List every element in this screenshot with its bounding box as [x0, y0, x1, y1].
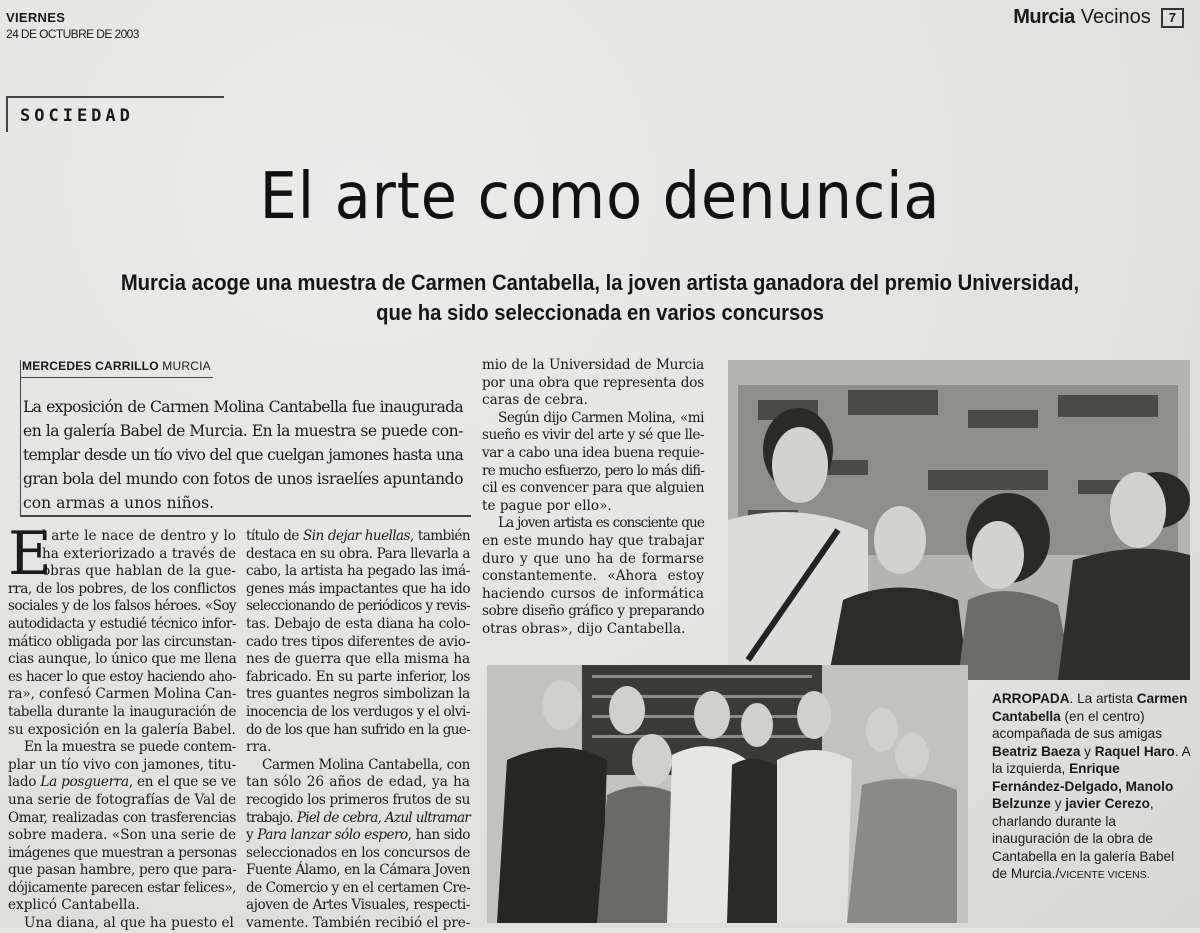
text-line: cil es convencer para que alguien — [482, 480, 705, 497]
text-line: recogido los primeros frutos de su — [246, 791, 470, 808]
text-line: que pasan hambre, pero que para- — [8, 862, 237, 879]
text-line: destaca en su obra. Para llevarla a — [246, 545, 471, 562]
text-line: Carmen Molina Cantabella, con — [262, 756, 470, 773]
text-line: cias aunque, lo único que me llena — [8, 651, 237, 668]
text-line: Omar, realizadas con trasferencias — [8, 809, 236, 826]
byline-location: MURCIA — [162, 359, 211, 373]
text-line: l arte le nace de dentro y lo — [42, 528, 236, 544]
article-column-2 — [246, 528, 470, 933]
text-segment: y — [246, 827, 258, 844]
text-line: Fuente Álamo, en la Cámara Joven — [246, 862, 470, 879]
text-line: duro y que uno ha de formarse — [482, 550, 704, 567]
caption-name: Enrique Fernández-Delgado, Manolo Belzunze — [992, 761, 1174, 811]
text-line: ra», confesó Carmen Molina Can- — [8, 686, 237, 703]
caption-text: (en el centro) acompañada de sus amigas — [992, 708, 1163, 741]
text-line: genes más impactantes que ha ido — [246, 580, 470, 597]
text-line — [246, 810, 470, 828]
paragraph — [8, 519, 237, 739]
subheadline-line-1: Murcia acoge una muestra de Carmen Cantabella, la joven artista ganadora del premio Universidad, — [120, 270, 1080, 295]
text-line: plar un tío vivo con jamones, titu- — [8, 756, 237, 773]
caption-text: y — [1080, 743, 1095, 759]
lede-line: con armas a unos niños. — [23, 494, 215, 512]
text-line: sobre diseño gráfico y preparando — [482, 603, 704, 620]
paper-name: Murcia — [1013, 6, 1075, 28]
paragraph — [482, 357, 704, 410]
byline — [22, 359, 211, 373]
text-line: tres guantes negros simbolizan la — [246, 686, 470, 703]
text-line: dójicamente parecen estar felices», — [8, 879, 236, 896]
lede-paragraph — [23, 395, 463, 515]
section-name: Vecinos — [1080, 6, 1151, 28]
text-line: constantemente. «Ahora estoy — [482, 568, 704, 585]
text-line: explicó Cantabella. — [8, 897, 140, 914]
photo-group-at-gallery-image — [487, 665, 968, 923]
text-line: seleccionados en los concursos de — [246, 844, 470, 861]
paragraph — [482, 410, 704, 516]
text-line: rra, de los pobres, de los conflictos — [8, 580, 236, 597]
text-line: en este mundo hay que trabajar — [482, 532, 704, 549]
drop-cap: E — [8, 519, 52, 589]
italic-title: Para lanzar sólo espero — [257, 827, 408, 844]
caption-text: , charlando durante la inauguración de la obra de Cantabella en la galería Babel de Murcia./ — [992, 796, 1175, 881]
subheadline-line-2: que ha sido seleccionada en varios concursos — [376, 300, 824, 325]
text-segment: , también — [409, 528, 470, 544]
photo-artist-with-friends-image — [728, 360, 1190, 680]
text-line: ajoven de Artes Visuales, respecti- — [246, 897, 470, 914]
lede-line: gran bola del mundo con fotos de unos israelíes apuntando — [23, 470, 463, 488]
text-line: sobre madera. «Son una serie de — [8, 827, 236, 844]
byline-author: MERCEDES CARRILLO — [22, 359, 159, 373]
lede-line: La exposición de Carmen Molina Cantabella fue inaugurada — [23, 398, 463, 416]
text-line: re mucho esfuerzo, pero lo más difi- — [482, 462, 704, 479]
text-line — [246, 827, 470, 845]
italic-title: Sin dejar huellas — [303, 528, 410, 544]
section-label — [6, 96, 224, 132]
page-number: 7 — [1161, 8, 1184, 28]
text-line: vamente. También recibió el pre- — [246, 915, 471, 932]
paragraph — [246, 528, 470, 757]
caption-name: Beatriz Baeza — [992, 743, 1081, 759]
article-column-1 — [8, 519, 237, 933]
text-line: Una diana, al que ha puesto el — [24, 915, 234, 932]
masthead — [1013, 6, 1184, 29]
text-line: seleccionando de periódicos y revis- — [246, 598, 470, 615]
article-column-3 — [482, 357, 704, 639]
italic-title: La posguerra — [40, 774, 129, 791]
text-line: te pague por ello». — [482, 497, 612, 514]
text-line: obras que hablan de la gue- — [42, 563, 236, 580]
byline-divider — [20, 377, 213, 378]
text-line: autodidacta y estudié técnico infor- — [8, 615, 236, 632]
text-line: nes de guerra que ella misma ha — [246, 651, 470, 668]
caption-name: javier Cerezo — [1065, 796, 1150, 811]
text-line: tan sólo 26 años de edad, ya ha — [246, 774, 470, 791]
text-line: sociales y de los falsos héroes. «Soy — [8, 598, 236, 615]
photo-credit: VICENTE VICENS. — [1059, 869, 1150, 881]
text-segment: , han sido — [407, 827, 470, 844]
text-line: una serie de fotografías de Val de — [8, 791, 236, 808]
text-line: do de los que han sufrido en la gue- — [246, 721, 470, 738]
text-line: su exposición en la galería Babel. — [8, 721, 236, 738]
text-line: cado tres tipos diferentes de avio- — [246, 633, 470, 650]
paragraph — [246, 757, 470, 933]
text-line: otras obras», dijo Cantabella. — [482, 620, 686, 637]
caption-name: Carmen Cantabella — [992, 691, 1188, 724]
text-line: sueño es vivir del arte y sé que lle- — [482, 427, 704, 444]
caption-text: y — [1050, 796, 1066, 811]
text-line: caras de cebra. — [482, 392, 588, 409]
section-text: SOCIEDAD — [20, 106, 134, 126]
issue-date: 24 DE OCTUBRE DE 2003 — [6, 27, 139, 41]
text-line — [246, 528, 470, 546]
text-line: de Comercio y en el certamen Cre- — [246, 879, 471, 896]
text-line: mático obligada por las circunstan- — [8, 633, 236, 650]
issue-day: VIERNES — [6, 10, 66, 25]
caption-text: . A la izquierda, — [992, 743, 1190, 776]
text-line: mio de la Universidad de Murcia — [482, 357, 704, 373]
paragraph — [8, 915, 236, 933]
photo-group-at-gallery — [487, 665, 968, 923]
text-line: fabricado. En su parte inferior, los — [246, 668, 470, 685]
text-line: por una obra que representa dos — [482, 374, 704, 391]
text-line: haciendo cursos de informática — [482, 585, 704, 602]
text-segment: trabajo. — [246, 809, 297, 826]
paragraph — [482, 515, 704, 638]
text-line: rra. — [246, 739, 272, 756]
text-line: var a cabo una idea buena requie- — [482, 444, 704, 461]
text-line: ha exteriorizado a través de — [42, 545, 236, 562]
text-line: cabo, la artista ha pegado las imá- — [246, 563, 470, 580]
caption-name: ARROPADA — [992, 691, 1070, 706]
headline: El arte como denuncia — [259, 160, 941, 234]
text-segment: título de — [246, 528, 304, 544]
photo-artist-with-friends — [728, 360, 1190, 680]
text-line — [8, 774, 236, 792]
lede-line: en la galería Babel de Murcia. En la muestra se puede con- — [23, 422, 463, 440]
lede-line: templar desde un tío vivo del que cuelgan jamones hasta una — [23, 446, 463, 464]
caption-name: Raquel Haro — [1094, 743, 1175, 759]
text-line: tabella durante la inauguración de — [8, 703, 236, 720]
text-line: inocencia de los verdugos y el olvi- — [246, 703, 470, 720]
text-segment: , en el que se ve — [128, 774, 236, 791]
text-line: En la muestra se puede contem- — [24, 739, 236, 756]
photo-caption — [992, 690, 1192, 885]
text-line: imágenes que muestran a personas — [8, 844, 237, 861]
text-segment: lado — [8, 774, 41, 791]
text-line: es hacer lo que estoy haciendo aho- — [8, 668, 236, 685]
text-line: tas. Debajo de esta diana ha colo- — [246, 615, 470, 632]
italic-title: Piel de cebra, Azul ultramar — [296, 809, 470, 826]
caption-text: . La artista — [1069, 691, 1137, 706]
text-line: Según dijo Carmen Molina, «mi — [498, 409, 704, 426]
text-line: La joven artista es consciente que — [498, 515, 704, 532]
paragraph — [8, 739, 236, 915]
